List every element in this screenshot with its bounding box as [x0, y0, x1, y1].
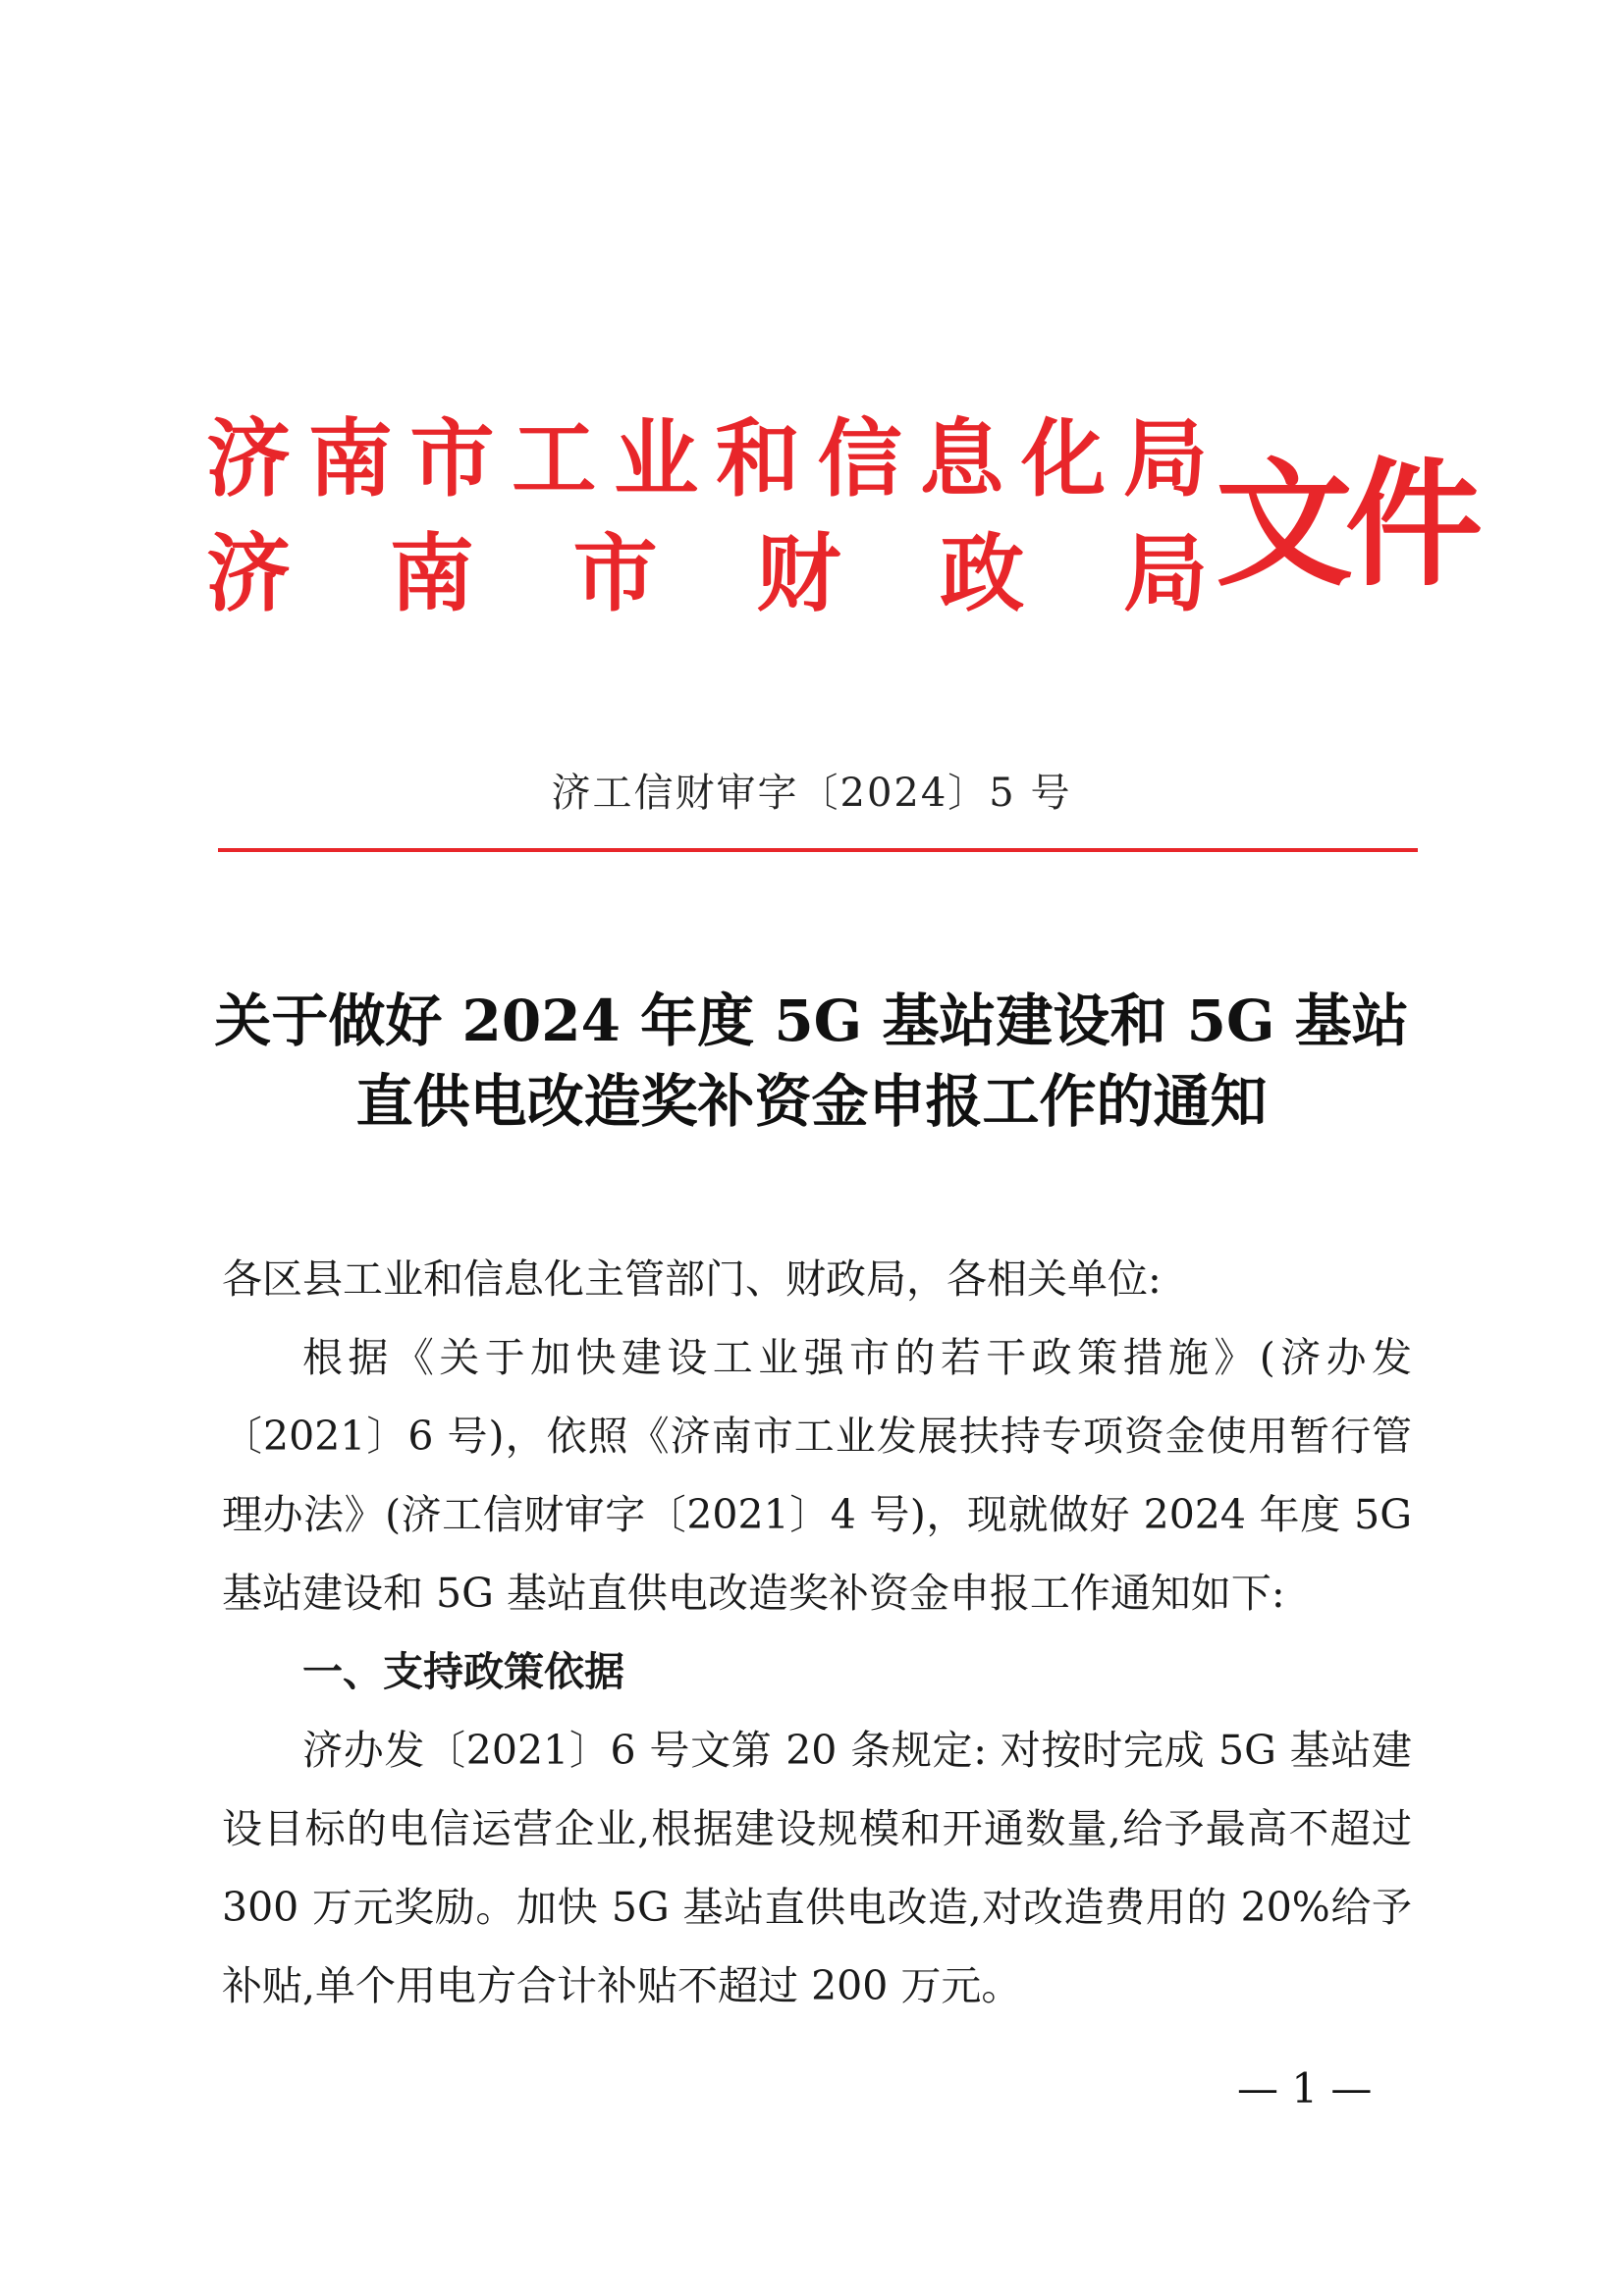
masthead-char: 政 [940, 524, 1025, 623]
masthead-char: 市 [409, 409, 495, 508]
masthead-char: 财 [756, 524, 841, 623]
salutation: 各区县工业和信息化主管部门、财政局，各相关单位: [222, 1255, 1162, 1303]
section-heading-1: 一、支持政策依据 [302, 1648, 624, 1695]
masthead-char: 化 [1021, 409, 1107, 508]
masthead-char: 工 [512, 409, 597, 508]
page-number: — 1 — [1237, 2064, 1373, 2112]
masthead-char: 业 [614, 409, 699, 508]
document-title-line-1: 关于做好 2024 年度 5G 基站建设和 5G 基站 [214, 988, 1409, 1054]
masthead-char: 局 [1122, 524, 1208, 623]
masthead-char: 南 [307, 409, 393, 508]
masthead-char: 息 [919, 409, 1004, 508]
body-paragraph-1: 根据《关于加快建设工业强市的若干政策措施》(济办发〔2021〕6 号)，依照《济南市工业发展扶持专项资金使用暂行管理办法》(济工信财审字〔2021〕4 号)，现就做好 2024 年度 5G 基站建设和 5G 基站直供电改造奖补资金申报工作通知如下: [222, 1334, 1412, 1617]
masthead-char: 信 [817, 409, 902, 508]
masthead-char: 济 [206, 409, 291, 508]
masthead-char: 和 [715, 409, 800, 508]
document-title-line-2: 直供电改造奖补资金申报工作的通知 [355, 1068, 1268, 1135]
masthead-char: 市 [572, 524, 658, 623]
masthead-char: 济 [206, 524, 291, 623]
masthead-line-1 [206, 410, 1208, 508]
document-number: 济工信财审字〔2024〕5 号 [551, 771, 1072, 816]
masthead-char: 南 [389, 524, 474, 623]
body-paragraph-2: 济办发〔2021〕6 号文第 20 条规定: 对按时完成 5G 基站建设目标的电信运营企业,根据建设规模和开通数量,给予最高不超过 300 万元奖励。加快 5G 基站直供电改造,对改造费用的 20%给予补贴,单个用电方合计补贴不超过 200 万元。 [222, 1727, 1412, 2009]
masthead-suffix: 文件 [1216, 445, 1476, 606]
red-divider [218, 848, 1418, 852]
masthead-line-2 [206, 525, 1208, 623]
masthead-char: 局 [1122, 409, 1208, 508]
